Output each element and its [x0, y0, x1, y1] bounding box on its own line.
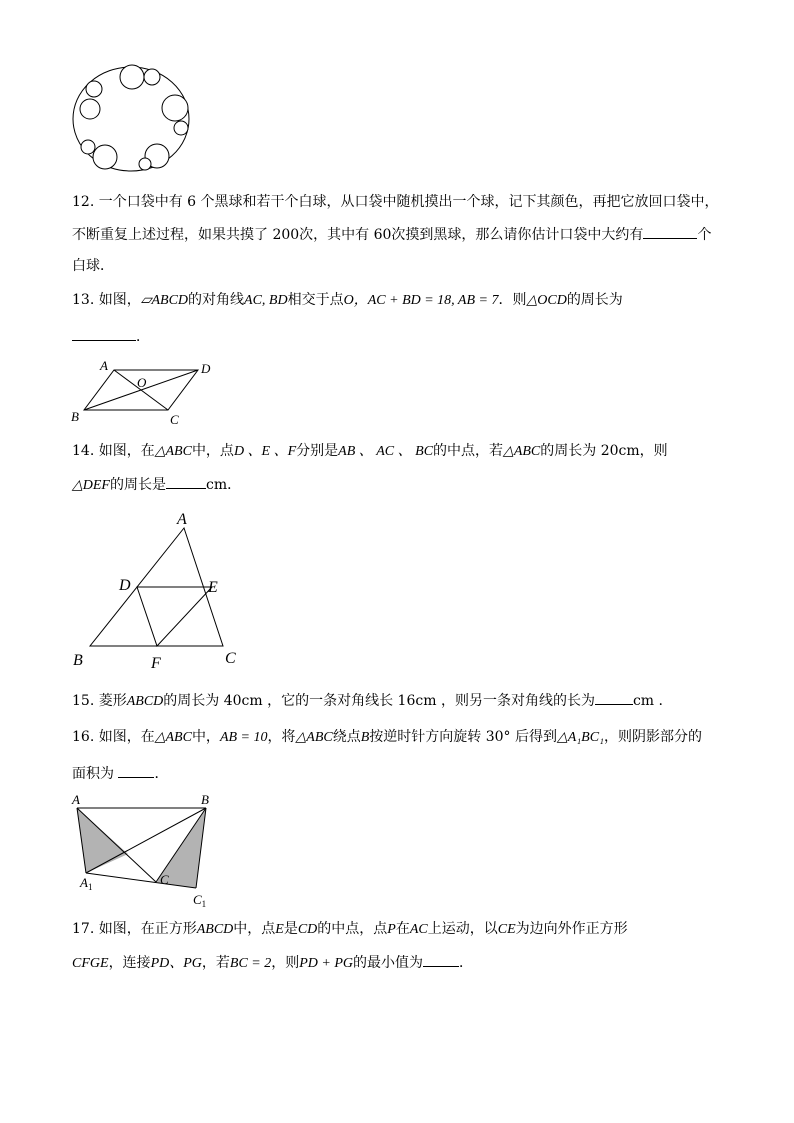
- q14-t3: 的中点，若: [433, 443, 504, 459]
- q17-expr: PD + PG: [299, 956, 354, 971]
- q16-line2-text: 面积为: [72, 766, 114, 782]
- q12-line1: 12. 一个口袋中有 6 个黑球和若干个白球，从口袋中随机摸出一个球，记下其颜色，再把它放回口袋中，: [72, 194, 719, 210]
- q17-shape: ABCD: [196, 922, 234, 937]
- q17-ac: AC: [409, 922, 428, 937]
- q17-t4: 在: [395, 921, 410, 937]
- q17-t2: 是: [283, 921, 298, 937]
- q16-label-c1: [193, 892, 206, 909]
- q14-line2: [72, 474, 241, 496]
- q16-tri2: △A₁BC₁: [557, 730, 604, 745]
- q17-prefix: 17. 如图，在正方形: [72, 921, 197, 937]
- q16-tri-b: △ABC: [295, 730, 333, 745]
- q16-label-c1-letter: C: [193, 892, 202, 907]
- q16-label-b: B: [201, 792, 209, 807]
- q17-bc: BC = 2: [229, 956, 272, 971]
- q15-t1: 的周长为 40cm ，它的一条对角线长 16cm ，则另一条对角线的长为: [163, 693, 595, 709]
- q13-end: ．: [136, 329, 150, 345]
- q13-prefix: 13. 如图，: [72, 292, 141, 308]
- q17-line2: [72, 952, 473, 974]
- q14-t4: 的周长为 20cm，则: [540, 443, 668, 459]
- q17-p: P: [387, 922, 396, 937]
- q14-tri-b: △ABC: [503, 444, 541, 459]
- q16-figure: [66, 790, 226, 912]
- q17-cfge: CFGE: [72, 956, 109, 971]
- ball: [80, 99, 100, 119]
- q14-label-c: C: [225, 650, 236, 667]
- ball: [162, 95, 188, 121]
- q12-line2-text: 不断重复上述过程，如果共摸了 200次，其中有 60次摸到黑球，那么请你估计口袋中大约有: [72, 227, 644, 243]
- q13-tail: ．则: [498, 292, 527, 308]
- ball: [120, 65, 144, 89]
- ball: [144, 69, 160, 85]
- q12-answer-blank[interactable]: [643, 224, 697, 239]
- q17-line2b: ，连接: [108, 955, 151, 971]
- q15-unit: cm .: [632, 693, 663, 709]
- q14-t5: 的周长是: [109, 477, 166, 493]
- q15-answer-blank[interactable]: [595, 690, 633, 705]
- ball: [81, 140, 95, 154]
- q13-diag: AC, BD: [244, 293, 288, 308]
- q16-t5: ，则阴影部分的: [603, 729, 702, 745]
- q17-line2d: ，则: [271, 955, 300, 971]
- q16-label-a1: [79, 875, 92, 892]
- q14-tri2: △DEF: [72, 478, 110, 493]
- q16-tri: △ABC: [154, 730, 192, 745]
- q17-t1: 中，点: [233, 921, 276, 937]
- q14-figure: [66, 506, 246, 676]
- q16-t3: 绕点: [332, 729, 361, 745]
- q16-t2: ，将: [267, 729, 296, 745]
- q13-label-b: B: [71, 409, 79, 424]
- q14-label-e: E: [208, 579, 218, 596]
- q16-cond: AB = 10: [219, 730, 268, 745]
- q13-mid: 的对角线: [188, 292, 245, 308]
- q13-label-c: C: [170, 412, 179, 427]
- q13-label-a: A: [100, 358, 108, 373]
- q16-label-a1-letter: A: [80, 875, 88, 890]
- q12-line2: [72, 224, 711, 245]
- q13-tri: △OCD: [526, 293, 567, 308]
- q17-ce: CE: [497, 922, 516, 937]
- q13-figure: [68, 358, 218, 428]
- q14-label-a: A: [177, 511, 187, 528]
- ball: [93, 145, 117, 169]
- q16-line2: [72, 763, 168, 784]
- q16-pt: B: [360, 730, 370, 745]
- q17-t5: 上运动，以: [427, 921, 498, 937]
- q14-label-f: F: [151, 655, 161, 672]
- q13-line2: [72, 326, 150, 347]
- q16-label-c1-sub: 1: [201, 899, 207, 909]
- ball: [86, 81, 102, 97]
- q16-end: ．: [154, 766, 169, 782]
- q17-pd: PD、PG: [150, 956, 202, 971]
- q12-line3: 白球．: [72, 258, 114, 274]
- q17-t6: 为边向外作正方形: [515, 921, 628, 937]
- q13-answer-blank[interactable]: [72, 326, 136, 341]
- q13-shape: ▱ABCD: [140, 293, 189, 308]
- q17-answer-blank[interactable]: [423, 952, 459, 967]
- q14-pts: D 、E 、F: [233, 444, 297, 459]
- q13-line1: [72, 290, 623, 311]
- q16-prefix: 16. 如图，在: [72, 729, 155, 745]
- q14-t2: 分别是: [296, 443, 339, 459]
- q14-label-b: B: [73, 652, 83, 669]
- q16-label-c: C: [160, 872, 169, 887]
- q14-tri: △ABC: [154, 444, 192, 459]
- q14-unit: cm．: [205, 477, 242, 493]
- q13-point: O: [343, 293, 354, 308]
- q17-line2c: ，若: [201, 955, 230, 971]
- q15-shape: ABCD: [126, 694, 164, 709]
- q16-label-a: A: [72, 792, 80, 807]
- q16-answer-blank[interactable]: [118, 763, 154, 778]
- q15-prefix: 15. 菱形: [72, 693, 127, 709]
- triangle-def: [137, 587, 212, 646]
- q17-line2e: 的最小值为: [353, 955, 424, 971]
- bag-figure: [70, 64, 195, 174]
- q13-label-d: D: [201, 361, 211, 376]
- q17-end: ．: [459, 955, 474, 971]
- q13-label-o: O: [137, 375, 147, 390]
- q14-prefix: 14. 如图，在: [72, 443, 155, 459]
- q15-line: [72, 690, 663, 712]
- ball: [174, 121, 188, 135]
- q14-sides: AB 、 AC 、 BC: [338, 444, 434, 459]
- q17-line1: [72, 919, 628, 940]
- q14-answer-blank[interactable]: [166, 474, 206, 489]
- q16-line1: [72, 727, 702, 748]
- q13-tail2: 的周长为: [566, 292, 623, 308]
- q16-t4: 按逆时针方向旋转 30° 后得到: [369, 729, 557, 745]
- q12-line2-unit: 个: [697, 227, 712, 243]
- q14-label-d: D: [119, 577, 131, 594]
- q17-e: E: [275, 922, 284, 937]
- ball: [139, 158, 151, 170]
- q13-mid2: 相交于点: [287, 292, 344, 308]
- q16-t1: 中，: [191, 729, 220, 745]
- q14-t1: 中，点: [191, 443, 234, 459]
- q16-label-a1-sub: 1: [87, 882, 93, 892]
- q14-line1: [72, 441, 668, 462]
- q13-cond: ，AC + BD = 18, AB = 7: [353, 293, 499, 308]
- q17-cd: CD: [297, 922, 318, 937]
- q17-t3: 的中点，点: [317, 921, 388, 937]
